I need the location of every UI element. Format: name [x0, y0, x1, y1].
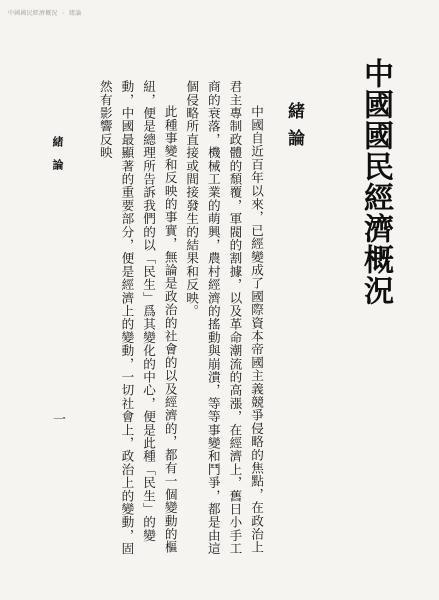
book-title: 中國國民經濟概況 [358, 58, 393, 306]
chapter-title: 緒論 [284, 102, 304, 156]
page-number: 一 [50, 412, 65, 425]
paragraph-2: 此種事變和反映的事實，無論是政治的社會的以及經濟的，都有一個變動的樞紐，便是總理所告訴我們的以「民生」爲其變化的中心，便是此種「民生」的變動，中國最顯著的重要部分，便是經濟上的變動，一切社會上，政治上的變動，固然有影響反映 [97, 80, 178, 556]
running-head: 緒論 [51, 136, 64, 182]
body-text [94, 80, 267, 560]
watermark-text: 中國國民經濟概況 · 緒論 [8, 10, 82, 17]
paragraph-1: 中國自近百年以來，已經變成了國際資本帝國主義競爭侵略的焦點，在政治上君主專制政體的頹覆，軍閥的割據，以及革命潮流的高漲，在經濟上，舊日小手工商的衰落，機械工業的萌興，農村經濟的搖動與崩潰，等等事變和鬥爭，都是由這個侵略所直接或間接發生的結果和反映。 [184, 80, 264, 556]
